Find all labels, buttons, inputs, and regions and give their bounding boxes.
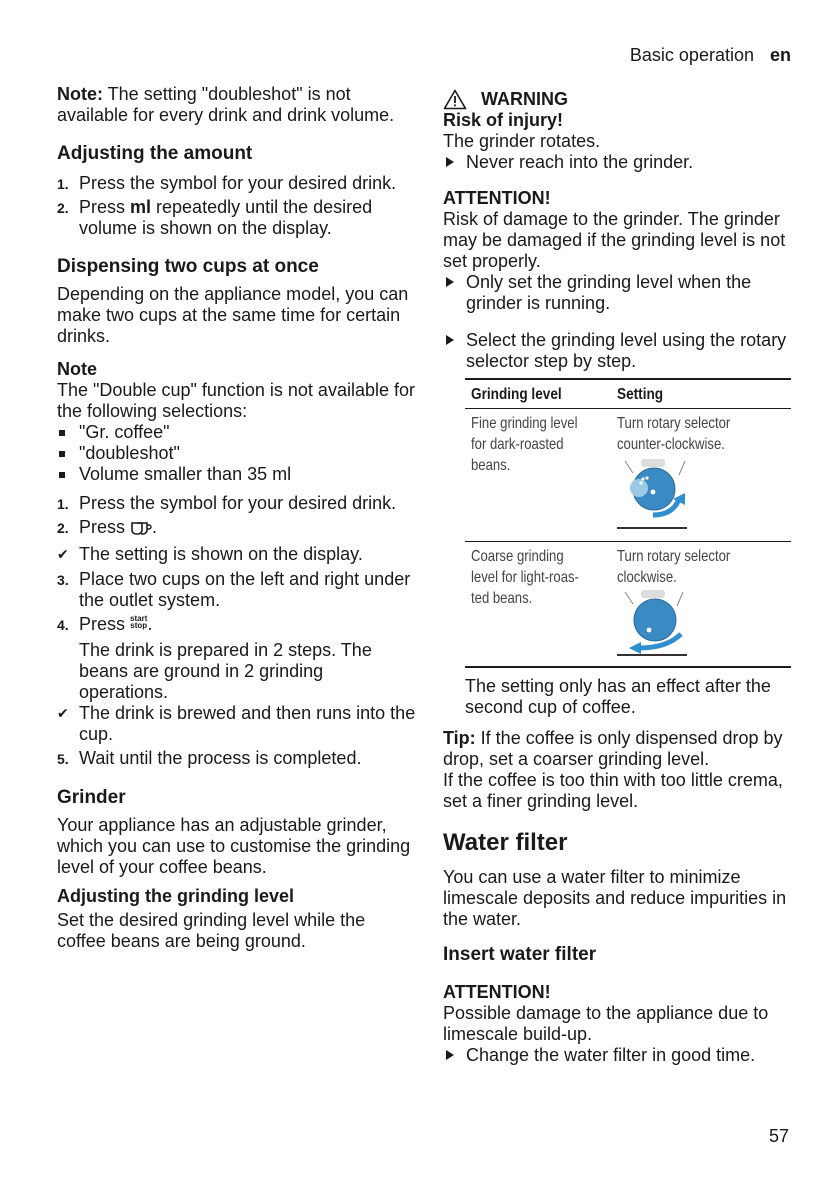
adjust-grinding-heading: Adjusting the grinding level bbox=[57, 886, 295, 906]
step: 1. Press the symbol for your desired drink. bbox=[57, 493, 397, 513]
list-item: "doubleshot" bbox=[57, 443, 417, 464]
double-cup-steps bbox=[57, 493, 417, 769]
table-cell: Turn rotary selector counter-clockwise. bbox=[611, 409, 791, 542]
note-doubleshot: Note: The setting "doubleshot" is not available for every drink and drink volume. bbox=[57, 84, 395, 125]
tip-text-2: If the coffee is too thin with too little crema, set a finer grinding level. bbox=[443, 770, 783, 811]
check-icon: ✔ bbox=[57, 705, 69, 721]
note-text: The "Double cup" function is not available for the following selections: bbox=[57, 380, 415, 421]
step: 5. Wait until the process is completed. bbox=[57, 748, 362, 768]
step: 2. Press . bbox=[57, 517, 417, 541]
table-header: Grinding level bbox=[465, 379, 611, 409]
note-heading: Note bbox=[57, 359, 97, 379]
grinding-table bbox=[465, 378, 791, 668]
select-action: Select the grinding level using the rotary selector step by step. bbox=[443, 330, 795, 372]
attention-text-2: Possible damage to the appliance due to limescale build-up. bbox=[443, 1003, 769, 1044]
tip-text: Tip: If the coffee is only dispensed drop by drop, set a coarser grinding level. bbox=[443, 728, 783, 769]
warning-action: Never reach into the grinder. bbox=[443, 152, 795, 173]
knob-cw-illustration bbox=[617, 588, 785, 662]
page-header bbox=[630, 45, 791, 66]
attention-text: Risk of damage to the grinder. The grinder may be damaged if the grinding level is not set properly. bbox=[443, 209, 786, 271]
check-icon: ✔ bbox=[57, 546, 69, 562]
language-code: en bbox=[769, 45, 791, 65]
step: 3. Place two cups on the left and right under the outlet system. bbox=[57, 569, 411, 610]
start-stop-icon: start stop bbox=[130, 614, 148, 630]
step: 2. Press ml repeatedly until the desired volume is shown on the display. bbox=[57, 197, 373, 238]
left-column bbox=[57, 84, 417, 952]
attention-label-2: ATTENTION! bbox=[443, 982, 551, 1002]
page-number: 57 bbox=[768, 1126, 789, 1146]
table-note: The setting only has an effect after the second cup of coffee. bbox=[465, 676, 771, 717]
result-item: ✔ The setting is shown on the display. bbox=[57, 544, 363, 564]
attention-action-2: Change the water filter in good time. bbox=[443, 1045, 795, 1066]
dispense-two-cups-heading: Dispensing two cups at once bbox=[57, 256, 319, 277]
step-detail: The drink is prepared in 2 steps. The beans are ground in 2 grinding operations. bbox=[79, 640, 372, 702]
right-column bbox=[443, 84, 795, 1066]
list-item: "Gr. coffee" bbox=[57, 422, 417, 443]
warning-icon bbox=[443, 89, 467, 110]
step: 4. Press start stop. bbox=[57, 614, 153, 634]
table-header: Setting bbox=[611, 379, 791, 409]
warning-risk: Risk of injury! bbox=[443, 110, 564, 130]
double-cup-icon bbox=[130, 520, 152, 541]
step: 1. Press the symbol for your desired drink. bbox=[57, 173, 397, 193]
table-row bbox=[465, 542, 791, 668]
grinder-text: Your appliance has an adjustable grinder, which you can use to customise the grinding level of your coffee beans. bbox=[57, 815, 411, 877]
warning-title: WARNING bbox=[443, 89, 795, 110]
adjust-steps bbox=[57, 173, 417, 239]
warning-text: The grinder rotates. bbox=[443, 131, 601, 151]
table-cell: Turn rotary selector clockwise. bbox=[611, 542, 791, 668]
knob-ccw-illustration bbox=[617, 455, 785, 537]
adjust-amount-heading: Adjusting the amount bbox=[57, 143, 253, 164]
result-item: ✔ The drink is brewed and then runs into the cup. bbox=[57, 703, 416, 744]
list-item: Volume smaller than 35 ml bbox=[57, 464, 417, 485]
section-title: Basic operation bbox=[629, 45, 754, 65]
adjust-grinding-text: Set the desired grinding level while the coffee beans are being ground. bbox=[57, 910, 366, 951]
table-cell: Fine grinding level for dark-roasted beans. bbox=[465, 409, 611, 542]
insert-filter-heading: Insert water filter bbox=[443, 944, 597, 965]
attention-label: ATTENTION! bbox=[443, 188, 551, 208]
table-row bbox=[465, 409, 791, 542]
grinder-heading: Grinder bbox=[57, 787, 126, 808]
attention-action: Only set the grinding level when the grinder is running. bbox=[443, 272, 795, 314]
table-cell: Coarse grinding level for light-roas- ted beans. bbox=[465, 542, 611, 668]
dispense-text: Depending on the appliance model, you can make two cups at the same time for certain drinks. bbox=[57, 284, 409, 346]
ml-icon: ml bbox=[130, 197, 152, 217]
water-filter-text: You can use a water filter to minimize limescale deposits and reduce impurities in the water. bbox=[443, 867, 787, 929]
water-filter-heading: Water filter bbox=[443, 829, 568, 856]
note-bullets bbox=[57, 422, 417, 485]
